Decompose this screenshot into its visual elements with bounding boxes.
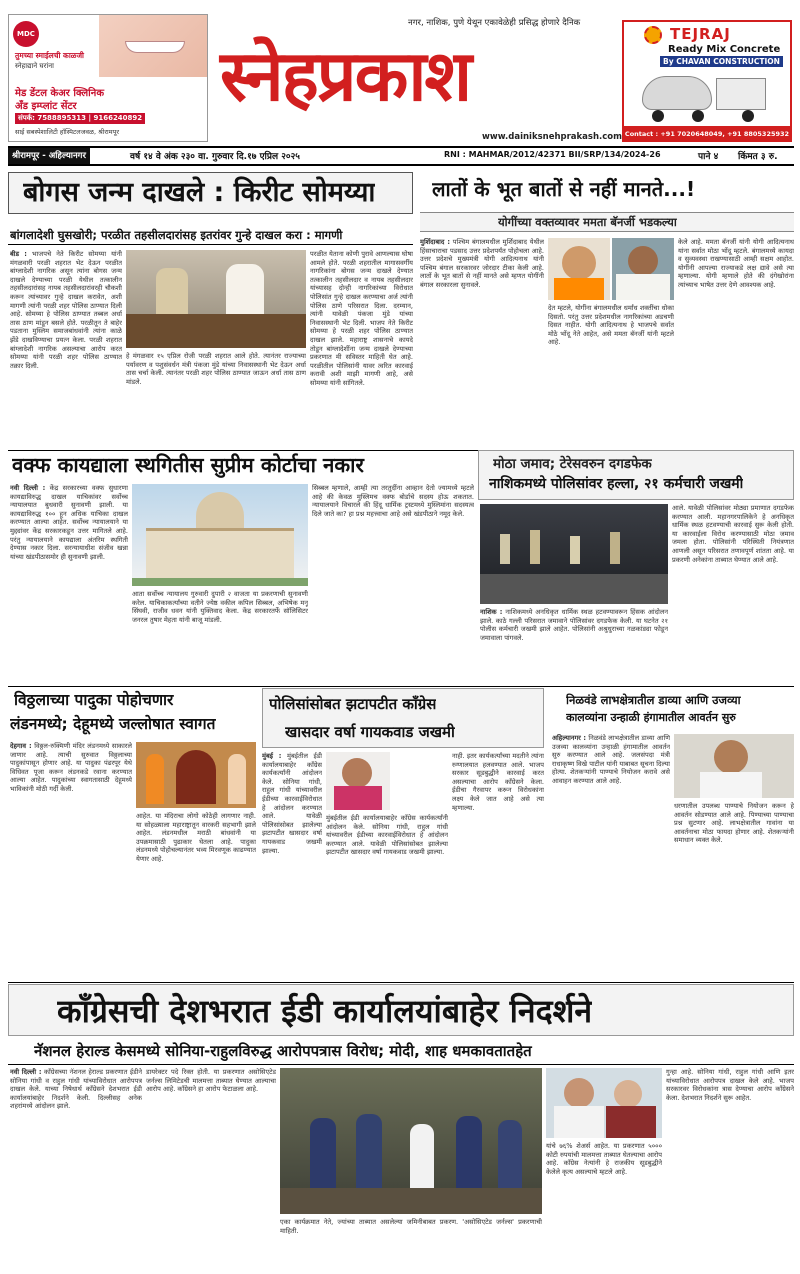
ad-dental-clinic[interactable] (8, 14, 208, 142)
sonia-rahul-photo (546, 1068, 662, 1138)
story6-headline-1[interactable]: पोलिसांसोबत झटापटीत काँग्रेस (269, 695, 437, 713)
story3-col2: आता सर्वोच्च न्यायालय गुरुवारी दुपारी २ वाजता या प्रकरणाची सुनावणी करेल. याचिकाकर्त्यांच्या वतीने ज्येष्ठ वकील कपिल सिब्बल, अभिषेक मनू सिंघवी, राजीव धवन यांनी युक्तिवाद केला. केंद्र सरकारतर्फे सॉलिसिटर जनरल तुषार मेहता यांनी बाजू मांडली. (132, 590, 308, 624)
story7-col2: धरणातील उपलब्ध पाण्याचे नियोजन करून हे आवर्तन सोडण्यात आले आहे. पिण्याच्या पाण्याचा प्रश्न सुटणार आहे. लाभक्षेत्रातील गावांना या आवर्तनाचा मोठा फायदा होणार आहे. शेतकऱ्यांनी समाधान व्यक्त केले. (674, 802, 794, 845)
ad-line1: तुमच्या स्माईलची काळजी (15, 51, 84, 60)
story8-col4: गुन्हा आहे. सोनिया गांधी, राहुल गांधी आणि इतर यांच्याविरोधात आरोपपत्र दाखल केले आहे. भाजप सरकारवर विरोधकांना त्रास देण्याचा आरोप काँग्रेसने केला. देशभरात निदर्शने सुरू आहेत. (666, 1068, 794, 1102)
dateline-city: श्रीरामपूर - अहिल्यानगर (8, 148, 90, 164)
story6-col2: नाही. इतर कार्यकर्त्यांच्या मदतीने त्यांना रुग्णालयात हलवण्यात आले. भाजप सरकार सूडबुद्धीने कारवाई करत असल्याचा आरोप काँग्रेसने केला. ईडीचा गैरवापर करून विरोधकांना लक्ष्य केले जात आहे असे त्या म्हणाल्या. (452, 752, 544, 812)
story5-headline-1[interactable]: विठ्ठलाच्या पादुका पोहोचणार (14, 691, 174, 709)
story6-col1: मुंबई : मुंबईतील ईडी कार्यालयाबाहेर काँग्रेस कार्यकर्त्यांनी आंदोलन केले. सोनिया गांधी, राहुल गांधी यांच्यावरील ईडीच्या कारवाईविरोधात हे आंदोलन करण्यात आले. यावेळी पोलिसांसोबत झालेल्या झटापटीत खासदार वर्षा गायकवाड जखमी झाल्या. (262, 752, 322, 855)
story6-col1b: मुंबईतील ईडी कार्यालयाबाहेर काँग्रेस कार्यकर्त्यांनी आंदोलन केले. सोनिया गांधी, राहुल गांधी यांच्यावरील ईडीच्या कारवाईविरोधात हे आंदोलन करण्यात आले. यावेळी पोलिसांसोबत झालेल्या झटापटीत खासदार वर्षा गायकवाड जखमी झाल्या. (326, 814, 448, 857)
story2-headline[interactable]: लातों के भूत बातों से नहीं मानते...! (432, 177, 696, 201)
story8-headline[interactable]: काँग्रेसची देशभरात ईडी कार्यालयांबाहेर निदर्शने (57, 992, 593, 1030)
varsha-gaikwad-photo (326, 752, 390, 810)
story4-col2: आले. यावेळी पोलिसांवर मोठ्या प्रमाणात दगडफेक करण्यात आली. महानगरपालिकेने हे अनधिकृत धार्मिक स्थळ हटवण्याची कारवाई सुरू केली होती. या कारवाईला विरोध करण्यासाठी मोठा जमाव जमला होता. पोलिसांनी परिस्थिती नियंत्रणात आणली असून परिसरात तणावपूर्ण शांतता आहे. या प्रकरणी अनेकांना ताब्यात घेण्यात आले आहे. (672, 504, 794, 564)
story2-photo-mamata (612, 238, 674, 300)
story8-col3: यांचे ७६% शेअर्स आहेत. या प्रकरणात ५००० कोटी रुपयांची मालमत्ता ताब्यात घेतल्याचा आरोप आहे. काँग्रेस नेत्यांनी हे राजकीय सूडबुद्धीने केलेले कृत्य असल्याचे म्हटले आहे. (546, 1142, 662, 1176)
story1-headline[interactable]: बोगस जन्म दाखले : किरीट सोमय्या (23, 177, 376, 208)
story6-headline-2[interactable]: खासदार वर्षा गायकवाड जखमी (285, 723, 455, 741)
dateline-issue: वर्ष १४ वे अंक २३० वा. गुरुवार दि.१७ एप्रिल २०२५ (130, 152, 300, 162)
story2-subhead: योगींच्या वक्तव्यावर ममता बॅनर्जी भडकल्या (498, 215, 677, 229)
story2-col2: देत म्हटले, योगींना बंगालमधील धर्मांध शक्तींचा धोका दिसतो. परंतु उत्तर प्रदेशमधील नागरिकांच्या अडचणी दिसत नाहीत. योगी आदित्यनाथ हे भाजपचे सर्वात मोठे भोंदू नेते आहेत, असे ममता बॅनर्जी यांनी म्हटले आहे. (548, 304, 674, 347)
story1-headline-box (8, 172, 413, 214)
story1-col2: परळीत येताना कोणी पुरावे आणल्यास घोषा आमले होते. परळी शहरातील मागासवर्गीय नागरिकांना बोगस जन्म दाखले देण्यात तत्कालीन तहसीलदार व नायब तहसीलदार यांच्यासह दोन्ही नागरिकांच्या विरोधात पोलिसांत गुन्हे दाखल करण्याचा अर्ज त्यांनी पोलिस ठाणे परिसरात दिला. दरम्यान, त्यांनी यावेळी पंकजा मुंडे यांच्या निवासस्थानी भेट दिली. भाजप नेते किरीट सोमय्या हे परळी शहर पोलिस ठाण्यात दाखल झाले. महाराष्ट्र शासनाचे कायदे तोडून बांग्लादेशींना जन्म दाखले देण्याच्या प्रकरणात मी सविस्तर माहिती घेत आहे. परळीतील पोलिसांनी यावर त्वरित कारवाई करावी अशी माझी मागणी आहे, असे सोमय्या यांनी सांगितले. (310, 250, 413, 387)
minister-photo (674, 734, 794, 798)
nashik-photo (480, 504, 668, 604)
story5-headline-2[interactable]: लंडनमध्ये; देहूमध्ये जल्लोषात स्वागत (10, 715, 216, 733)
story2-photo-yogi (548, 238, 610, 300)
smile-photo (99, 15, 208, 77)
story4-kicker: मोठा जमाव; टेरेसवरुन दगडफेक (493, 456, 652, 472)
dateline-price: किंमत ३ रु. (738, 152, 778, 162)
truck-image (632, 70, 782, 124)
story1-photo (126, 250, 306, 348)
protest-photo (280, 1068, 542, 1214)
story2-col1: मुर्शिदाबाद : पश्चिम बंगालमधील मुर्शिदाबाद येथील हिंसाचाराचा पडसाद उत्तर प्रदेशपर्यंत पोहोचला आहे. उत्तर प्रदेशचे मुख्यमंत्री योगी आदित्यनाथ यांनी पश्चिम बंगाल सरकारवर जोरदार टीका केली आहे. लातों के भूत बातों से नहीं मानते असे म्हणत योगींनी बंगाल सरकारला सुनावले. (420, 238, 544, 289)
story1-col1: बीड : भाजपचे नेते किरीट सोमय्या यांनी मंगळवारी परळी शहरात भेट देऊन परळीत बांग्लादेशी नागरिक असून त्यांना बोगस जन्म दाखले देण्याच्या परळी येथील तत्कालीन तहसीलदारांसह नायब तहसीलदारांवरही चौकशी करून त्यांच्यावर गुन्हे दाखल करावेत, अशी मागणी त्यांनी परळी शहर पोलिस ठाण्यात दिली आहे. सोमय्या हे पोलिस ठाण्यात तब्बल अर्धा तास ठाण मांडून बसले होते. परळीतून ते बाहेर पडताना मुस्लिम समाजबांधवांनी त्यांना काळे झेंडे दाखविण्याचा प्रयत्न केला. परळी शहरात बांग्लादेशी नागरिक असल्याचा आरोप करत सोमय्या यांनी परळी शहर पोलिस ठाण्यात तक्रार दिली. (10, 250, 122, 370)
ad-ready-mix[interactable] (622, 20, 792, 142)
ad-product: Ready Mix Concrete (668, 44, 781, 55)
supreme-court-photo (132, 484, 308, 586)
story7-headline-2[interactable]: कालव्यांना उन्हाळी हंगामातील आवर्तन सुरु (566, 711, 736, 724)
story8-col1: नवी दिल्ली : काँग्रेसच्या नॅशनल हेराल्ड प्रकरणात ईडीने सोनिया गांधी व राहुल गांधी यांच्याविरोधात आरोपपत्र दाखल केले. याच्या निषेधार्थ काँग्रेसने देशभरात ईडी कार्यालयांबाहेर निदर्शने केली. दिल्लीसह अनेक शहरांमध्ये आंदोलन झाले. (10, 1068, 142, 1111)
clinic-name: मेड डेंटल केअर क्लिनिक (15, 88, 104, 99)
paduka-photo (136, 742, 256, 808)
ad-company: By CHAVAN CONSTRUCTION (660, 56, 783, 67)
dateline-pages: पाने ४ (698, 152, 719, 162)
masthead-website: www.dainiksnehprakash.com (482, 132, 622, 142)
story8-subhead: नॅशनल हेराल्ड केसमध्ये सोनिया-राहुलविरुद्ध आरोपपत्रास विरोध; मोदी, शाह धमकावतातहेत (34, 1042, 532, 1060)
dateline-bar (8, 146, 794, 166)
story4-headline[interactable]: नाशिकमध्ये पोलिसांवर हल्ला, २१ कर्मचारी जखमी (489, 476, 744, 492)
story8-col2: डायरेक्टर पदे रिक्त होती. या प्रकरणात असोसिएटेड जर्नल्स लिमिटेडची मालमत्ता ताब्यात घेण्यात आल्याचा आरोप आहे. काँग्रेसने हा आरोप फेटाळला आहे. (146, 1068, 276, 1094)
story1-col3: हे मंगळवार १५ एप्रिल रोजी परळी शहरात आले होते. त्यानंतर राज्याच्या पर्यावरण व पशुसंवर्धन मंत्री पंकजा मुंडे यांच्या निवासस्थानी भेट देऊन अर्धा तास चर्चा केली. त्यानंतर परळी शहर पोलिस ठाण्यात जाऊन अर्धा तास ठाण मांडले. (126, 352, 306, 386)
clinic-phone: संपर्क: 7588895313 | 9166240892 (15, 113, 145, 124)
clinic-name-2: अँड इम्प्लांट सेंटर (15, 101, 77, 112)
story7-headline-1[interactable]: निळवंडे लाभक्षेत्रातील डाव्या आणि उजव्या (566, 693, 741, 707)
story3-col3: सिब्बल म्हणाले, आम्ही त्या तरतुदींना आव्हान देतो ज्यामध्ये म्हटले आहे की केवळ मुस्लिमच वक्फ बोर्डाचे सदस्य होऊ शकतात. न्यायालयाने विचारले की हिंदू धार्मिक ट्रस्टमध्ये मुस्लिमांना सदस्यत्व दिले जाते का? हा प्रश्न महत्त्वाचा आहे असे खंडपीठाने नमूद केले. (312, 484, 474, 518)
tejraj-brand: TEJRAJ (670, 25, 731, 43)
story4-col1: नाशिक : नाशिकमध्ये अनधिकृत धार्मिक स्थळ हटवण्यावरून हिंसक आंदोलन झाले. काठे गल्ली परिसरात जमावाने पोलिसांवर दगडफेक केली. या घटनेत २१ पोलीस कर्मचारी जखमी झाले आहेत. पोलिसांनी अश्रुधुराच्या नळकांड्या फोडून जमावाला पांगवले. (480, 608, 668, 642)
masthead-title: स्नेहप्रकाश (220, 35, 471, 117)
story2-col3: केले आहे. ममता बॅनर्जी यांनी योगी आदित्यनाथ यांना सर्वात मोठा भोंदू म्हटले. बंगालमध्ये कायदा व सुव्यवस्था राखण्यासाठी आम्ही सक्षम आहोत. योगींनी आपल्या राज्याकडे लक्ष द्यावे असे त्या म्हणाल्या. योगी म्हणाले होते की दंगेखोरांना त्यांच्याच भाषेत उत्तर देणे आवश्यक आहे. (678, 238, 794, 289)
story8-photo-caption: एका कार्यक्रमात नेते, ज्यांच्या ताब्यात असलेल्या जमिनीबाबत प्रकरण. 'असोसिएटेड जर्नल्स' प्रकरणाची माहिती. (280, 1218, 542, 1235)
dental-logo: MDC (13, 21, 39, 47)
masthead-tagline: नगर, नाशिक, पुणे येथून एकावेळेही प्रसिद्ध होणारे दैनिक (408, 18, 581, 28)
story3-headline[interactable]: वक्फ कायद्याला स्थगितीस सुप्रीम कोर्टाचा नकार (12, 453, 364, 477)
story3-col1: नवी दिल्ली : केंद्र सरकारच्या वक्फ सुधारणा कायद्याविरुद्ध दाखल याचिकांवर सर्वोच्च न्यायालयात बुधवारी सुनावणी झाली. या कायद्याविरुद्ध १०० हून अधिक याचिका दाखल करण्यात आल्या आहेत. सर्वोच्च न्यायालयाने या मुद्द्यांवर केंद्र सरकारकडून उत्तर मागितले आहे. परंतु न्यायालयाने कायद्याला अंतरिम स्थगिती देण्यास नकार दिला. सरन्यायाधीश संजीव खन्ना यांच्या खंडपीठासमोर ही सुनावणी झाली. (10, 484, 128, 561)
ad-line2: स्नेहाद्याने घरांना (15, 62, 54, 70)
story1-subhead: बांगलादेशी घुसखोरी; परळीत तहसीलदारांसह इतरांवर गुन्हे दाखल करा : मागणी (10, 228, 343, 242)
dateline-rni: RNI : MAHMAR/2012/42371 BII/SRP/134/2024-26 (444, 150, 661, 159)
sun-icon (644, 26, 662, 44)
story7-col1: अहिल्यानगर : निळवंडे लाभक्षेत्रातील डाव्या आणि उजव्या कालव्यांना उन्हाळी हंगामातील आवर्तन सुरु करण्यात आले आहे. जलसंपदा मंत्री राधाकृष्ण विखे पाटील यांनी याबाबत सूचना दिल्या होत्या. शेतकऱ्यांनी पाण्याचे नियोजन करावे असे आवाहन करण्यात आले आहे. (552, 734, 670, 785)
clinic-footer: साई सबस्पेशालिटी हॉस्पिटलजवळ, श्रीरामपूर (15, 128, 119, 136)
story5-col2: आहेत. या मंदिराचा लोगो कोठेही लागणार नाही. या सोहळ्याला महाराष्ट्रातून वारकरी सहभागी झाले आहेत. लंडनमधील मराठी बांधवांनी या उपक्रमासाठी पुढाकार घेतला आहे. पादुका लंडनमध्ये पोहोचल्यानंतर भव्य मिरवणूक काढण्यात येणार आहे. (136, 812, 256, 863)
ad-contact: Contact : +91 7020648049, +91 8805325932 (624, 126, 790, 142)
story5-col1: देहगाव : विठ्ठल-रुक्मिणी मंदिर लंडनमध्ये साकारले जाणार आहे. त्याची सुरुवात विठ्ठलाच्या पादुकांपासून होणार आहे. या पादुका पंढरपूर येथे विधिवत पूजा करून लंडनकडे रवाना करण्यात आल्या आहेत. पादुकांच्या स्वागतासाठी देहूमध्ये भाविकांनी मोठी गर्दी केली. (10, 742, 132, 793)
